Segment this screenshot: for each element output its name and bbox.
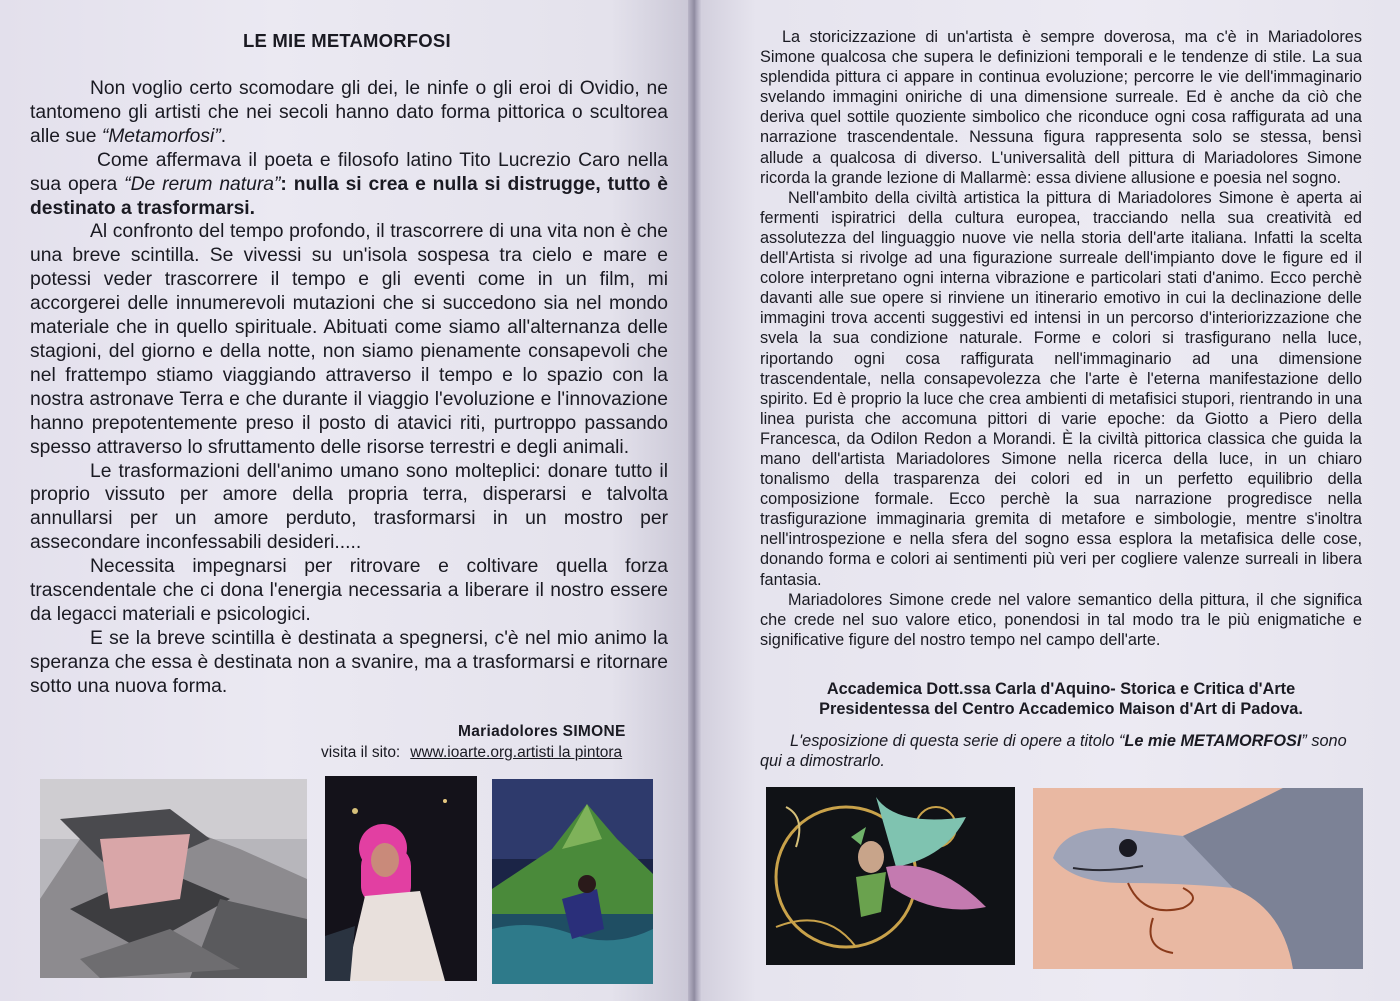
paragraph-1: La storicizzazione di un'artista è sempre doverosa, ma c'è in Mariadolores Simone qualcosa che supera le definizioni temporali e le tendenze di stile. La sua splendida pittura ci appare in continua evoluzione; percorre le vie dell'immaginario svelando immagini oniriche di una dimensione surreale. Ed è anche da ciò che deriva quel sottile quoziente simbolico che riconduce ogni cosa raffigurata ad una narrazione trascendentale. Nessuna figura rappresenta solo se stessa, bensì allude a qualcosa di diverso. L'universalità dell pittura di Mariadolores Simone ricorda la grande lezione di Mallarmè: essa diviene allusione e poesia nel sogno. (760, 28, 1362, 187)
critic-credit (760, 680, 1362, 719)
author-signature: Mariadolores SIMONE (458, 723, 626, 740)
paragraph-4: Le trasformazioni dell'animo umano sono molteplici: donare tutto il proprio vissuto per amore della propria terra, disperarsi e talvolta annullarsi per un amore perduto, trasformarsi in un mostro per assecondare inconfessabili desideri..... (30, 460, 668, 554)
left-body-text (30, 77, 668, 699)
paragraph-3: Al confronto del tempo profondo, il trascorrere di una vita non è che una breve scintilla. Se vivessi su un'isola sospesa tra cielo e mare e potessi veder trascorrere il tempo e gli eventi come in un film, mi accorgerei delle innumerevoli mutazioni che si succedono sia nel mondo materiale che in quello spirituale. Abituati come siamo all'alternanza delle stagioni, del giorno e della notte, non siamo pienamente consapevoli che nel frattempo stiamo viaggiando attraverso il tempo e lo spazio con la nostra astronave Terra e che durante il viaggio l'evoluzione e l'innovazione hanno prepotentemente preso il posto di atavici riti, purtroppo passando spesso attraverso lo sfruttamento delle risorse terrestri e degli animali. (30, 221, 668, 458)
website-label: visita il sito: (321, 744, 401, 761)
paragraph-5: Necessita impegnarsi per ritrovare e coltivare quella forza trascendentale che ci dona l'energia necessaria a liberare il nostro essere da legacci materiali e psicologici. (30, 556, 668, 625)
paragraph-2: Nell'ambito della civiltà artistica la pittura di Mariadolores Simone è aperta ai fermenti ispiratrici della cultura europea, tracciando nella sua creatività ed assolutezza del linguaggio nuove vie nella storia dell'arte italiana. Infatti la scelta dell'Artista si rivolge ad una figurazione surreale dell'impianto dove le figure ed il colore interpretano ogni interna vibrazione e particolari stati d'animo. Ecco perchè davanti alle sue opere si rinviene un itinerario emotivo in cui la declinazione delle immagini trova accenti suggestivi ed intensi in un percorso d'interiorizzazione che svela la sua condizione naturale. Forme e colori si trasfigurano nella luce, riportando ogni cosa raffigurata nell'immaginario ad una dimensione trascendentale, nella consapevolezza che l'arte è l'eterna manifestazione dello spirito. Ed è proprio la luce che crea ambienti di metafisici stupori, rientrando in una linea purista che accomuna pittori di varie epoche: da Giotto a Piero della Francesca, da Odilon Redon a Morandi. È la civiltà pittorica classica che guida la mano dell'artista Mariadolores Simone nella ricerca della luce, in un chiaro tonalismo della trasparenza dei colori ed in un perfetto equilibrio della composizione formale. Ecco perchè la sua narrazione progredisce nella trasfigurazione immaginaria gremita di metafore e simbologie, mentre s'inoltra nell'introspezione e nella sfera del sogno essa esplora la metafisica delle cose, donando forma e colori ai sentimenti più veri per cogliere valenze surreali in libera fantasia. (760, 188, 1362, 589)
paragraph-6: E se la breve scintilla è destinata a spegnersi, c'è nel mio animo la speranza che essa è destinata non a svanire, ma a trasformarsi e ritornare sotto una nuova forma. (30, 627, 668, 697)
photo-crocodile (40, 779, 307, 978)
photo-fairy-painting (766, 787, 1015, 965)
website-line (321, 744, 622, 762)
credit-line-1: Accademica Dott.ssa Carla d'Aquino- Storica e Critica d'Arte (826, 680, 1296, 698)
paragraph-2: Come affermava il poeta e filosofo latino Tito Lucrezio Caro nella sua opera “De rerum natura”: nulla si crea e nulla si distrugge, tutto è destinato a trasformarsi. (30, 149, 668, 219)
paragraph-1: Non voglio certo scomodare gli dei, le ninfe o gli eroi di Ovidio, ne tantomeno gli artisti che nei secoli hanno dato forma pittorica o scultorea alle sue “Metamorfosi”. (30, 78, 668, 147)
exhibition-title: Le mie METAMORFOSI (1124, 732, 1302, 750)
exhibition-note: L'esposizione di questa serie di opere a titolo “Le mie METAMORFOSI” sono qui a dimostrarlo. (760, 732, 1347, 770)
page-title: LE MIE METAMORFOSI (243, 30, 451, 51)
photo-artist-portrait (325, 776, 477, 981)
photo-island-painting (492, 779, 653, 984)
photo-snake-painting (1033, 788, 1363, 969)
website-link[interactable]: www.ioarte.org.artisti la pintora (410, 744, 623, 761)
paragraph-3: Mariadolores Simone crede nel valore semantico della pittura, il che significa che crede nel suo valore etico, ponendosi in tal modo tra le più enigmatiche e significative figure del nostro tempo nel campo dell'arte. (760, 590, 1362, 649)
page-fold (688, 0, 702, 1001)
credit-line-2: Presidentessa del Centro Accademico Maison d'Art di Padova. (819, 699, 1303, 718)
right-body-text (760, 27, 1362, 650)
